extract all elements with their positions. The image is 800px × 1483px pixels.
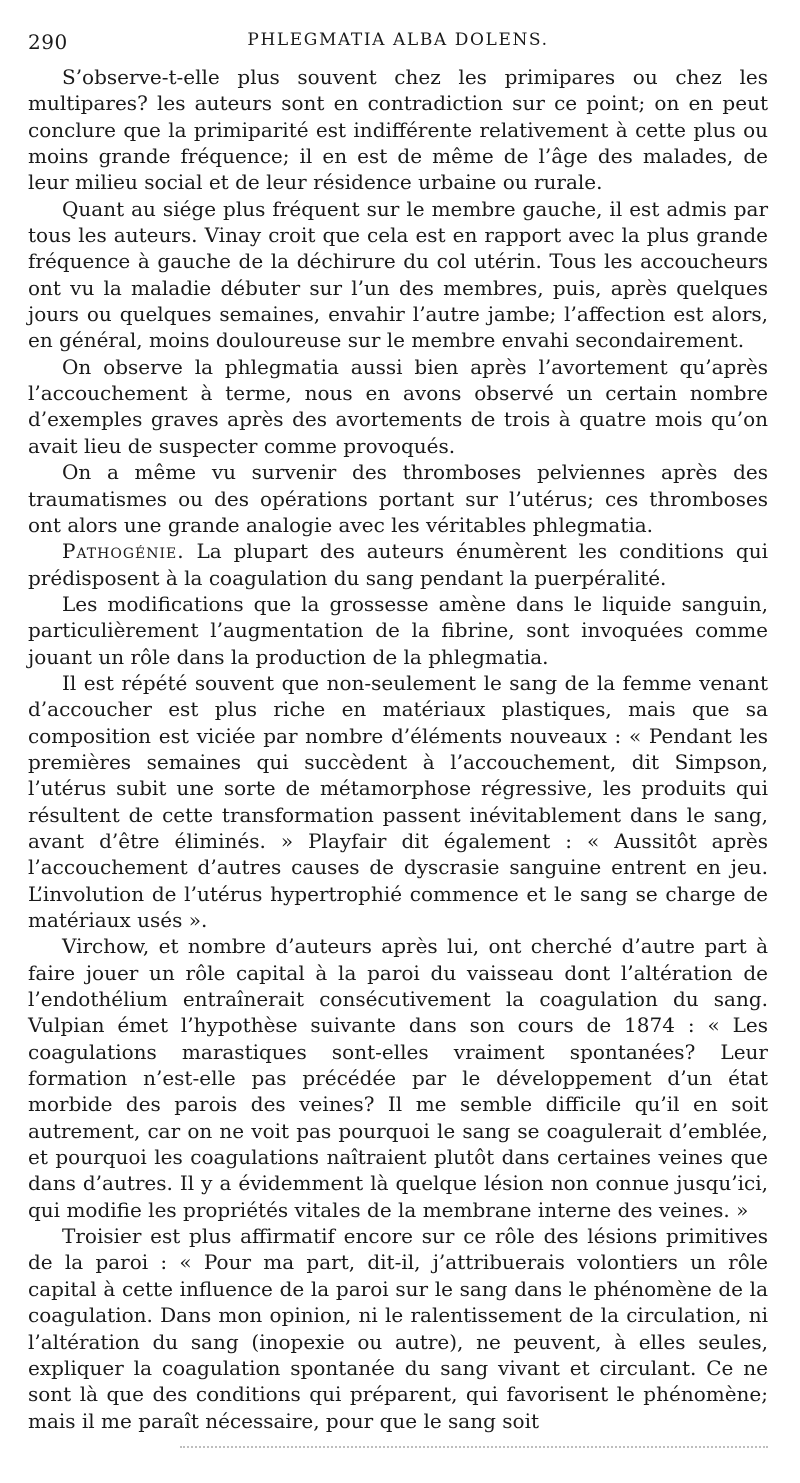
paragraph-avortement: On observe la phlegmatia aussi bien après l’avortement qu’après l’accouchement à terme, nous en avons observé un certain nombre d’exemples graves après des avortements de trois à quatre mois qu’on avait lieu de suspecter comme provoqués. — [28, 354, 768, 458]
book-page — [28, 30, 768, 1434]
page-number: 290 — [28, 30, 68, 54]
paragraph-simpson-playfair: Il est répété souvent que non-seulement le sang de la femme venant d’accoucher est plus riche en matériaux plastiques, mais que sa composition est viciée par nombre d’éléments nouveaux : « Pendant les premières semaines qui succèdent à l’accouchement, dit Simpson, l’utérus subit une sorte de métamorphose régressive, les produits qui résultent de cette transformation passent inévitablement dans le sang, avant d’être éliminés. » Playfair dit également : « Aussitôt après l’accouchement d’autres causes de dyscrasie sanguine entrent en jeu. L’involution de l’utérus hypertrophié commence et le sang se charge de matériaux usés ». — [28, 670, 768, 932]
paragraph-virchow-vulpian: Virchow, et nombre d’auteurs après lui, ont cherché d’autre part à faire jouer un rôle capital à la paroi du vaisseau dont l’altération de l’endothélium entraînerait consécutivement la coagulation du sang. Vulpian émet l’hypothèse suivante dans son cours de 1874 : « Les coagulations marastiques sont-elles vraiment spontanées? Leur formation n’est-elle pas précédée par le développement d’un état morbide des parois des veines? Il me semble difficile qu’il en soit autrement, car on ne voit pas pourquoi le sang se coagulerait d’emblée, et pourquoi les coagulations naîtraient plutôt dans certaines veines que dans d’autres. Il y a évidemment là quelque lésion non connue jusqu’ici, qui modifie les propriétés vitales de la membrane interne des veines. » — [28, 934, 768, 1222]
running-title: PHLEGMATIA ALBA DOLENS. — [247, 30, 549, 50]
bottom-dotted-rule — [180, 1446, 768, 1448]
paragraph-troisier: Troisier est plus affirmatif encore sur ce rôle des lésions primitives de la paroi : « Pour ma part, dit-il, j’attribuerais volontiers un rôle capital à cette influence de la paroi sur le sang dans le phénomène de la coagulation. Dans mon opinion, ni le ralentissement de la circulation, ni l’altération du sang (inopexie ou autre), ne peuvent, à elles seules, expliquer la coagulation spontanée du sang vivant et circulant. Ce ne sont là que des conditions qui préparent, qui favorisent le phénomène; mais il me paraît nécessaire, pour que le sang soit — [28, 1224, 768, 1433]
body-text — [28, 64, 768, 1434]
paragraph-thromboses-pelviennes: On a même vu survenir des thromboses pelviennes après des traumatismes ou des opérations portant sur l’utérus; ces thromboses ont alors une grande analogie avec les véritables phlegmatia. — [28, 460, 768, 537]
paragraph-pathogenie — [28, 538, 768, 591]
paragraph-modifications-grossesse: Les modifications que la grossesse amène dans le liquide sanguin, particulièrement l’augmentation de la fibrine, sont invoquées comme jouant un rôle dans la production de la phlegmatia. — [28, 591, 768, 669]
running-head — [28, 30, 768, 64]
paragraph-primiparite: S’observe-t-elle plus souvent chez les primipares ou chez les multipares? les auteurs sont en contradiction sur ce point; on en peut conclure que la primiparité est indifférente relativement à cette plus ou moins grande fréquence; il en est de même de l’âge des malades, de leur milieu social et de leur résidence urbaine ou rurale. — [28, 65, 768, 195]
paragraph-siege-membre-gauche: Quant au siége plus fréquent sur le membre gauche, il est admis par tous les auteurs. Vinay croit que cela est en rapport avec la plus grande fréquence à gauche de la déchirure du col utérin. Tous les accoucheurs ont vu la maladie débuter sur l’un des membres, puis, après quelques jours ou quelques semaines, envahir l’autre jambe; l’affection est alors, en général, moins douloureuse sur le membre envahi secondairement. — [28, 196, 768, 353]
section-heading-pathogenie: Pathogénie. — [62, 539, 185, 564]
paragraph-pathogenie-text: La plupart des auteurs énumèrent les conditions qui prédisposent à la coagulation du sang pendant la puerpéralité. — [28, 539, 768, 590]
